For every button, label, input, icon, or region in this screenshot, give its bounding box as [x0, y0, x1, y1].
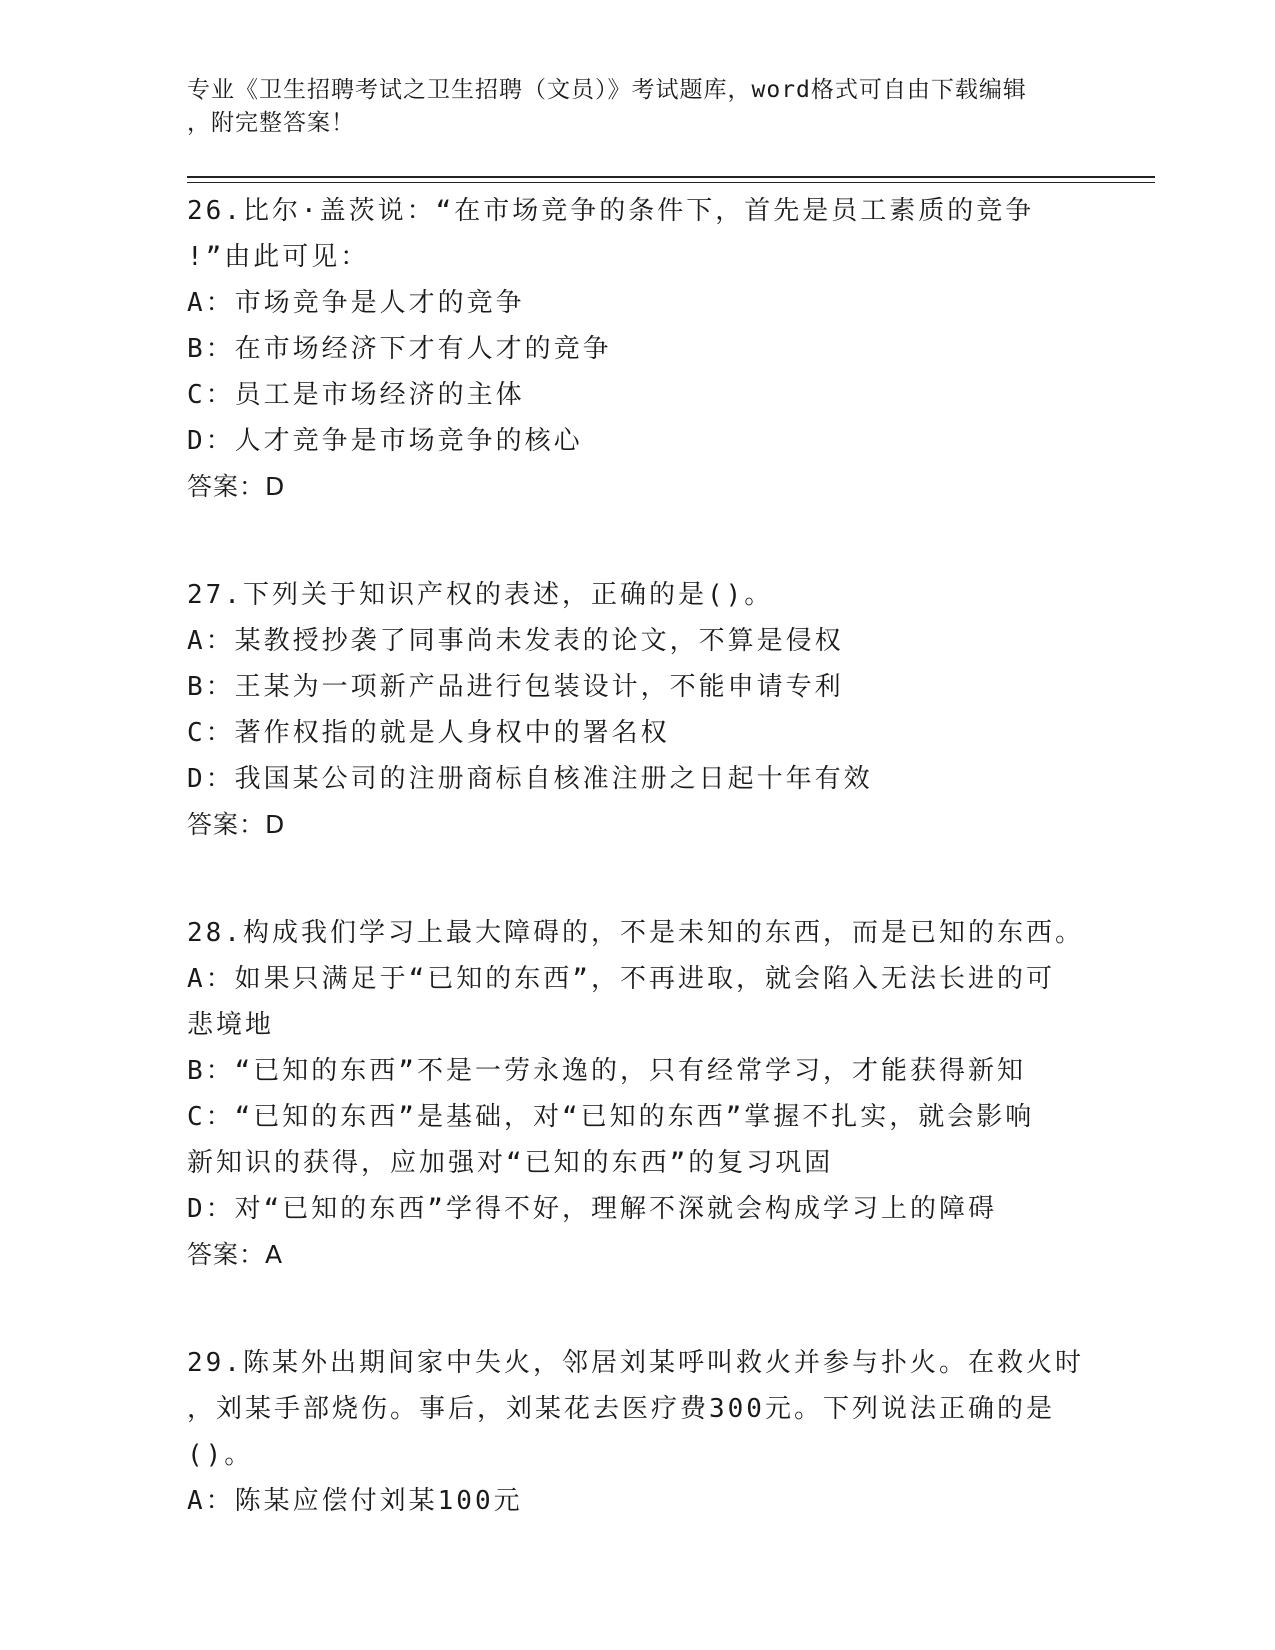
question-stem-line: 28.构成我们学习上最大障碍的，不是未知的东西，而是已知的东西。: [187, 918, 1084, 948]
question-stem-line: 27.下列关于知识产权的表述，正确的是()。: [187, 580, 774, 610]
option-b: B：王某为一项新产品进行包装设计，不能申请专利: [187, 672, 844, 702]
option-c: C：员工是市场经济的主体: [187, 380, 525, 410]
document-header: [187, 74, 1067, 140]
question-stem-line: 29.陈某外出期间家中失火，邻居刘某呼叫救火并参与扑火。在救火时: [187, 1348, 1084, 1378]
option-d: D：人才竞争是市场竞争的核心: [187, 426, 583, 456]
option-a: A：市场竞争是人才的竞争: [187, 288, 525, 318]
option-b: B：“已知的东西”不是一劳永逸的，只有经常学习，才能获得新知: [187, 1056, 1026, 1086]
header-line-1: 专业《卫生招聘考试之卫生招聘（文员）》考试题库，word格式可自由下载编辑: [187, 77, 1027, 103]
question-27: [187, 572, 1067, 848]
option-d: D：对“已知的东西”学得不好，理解不深就会构成学习上的障碍: [187, 1194, 997, 1224]
question-stem-line: !”由此可见：: [187, 242, 370, 272]
option-d: D：我国某公司的注册商标自核准注册之日起十年有效: [187, 764, 873, 794]
option-a: A：如果只满足于“已知的东西”，不再进取，就会陷入无法长进的可: [187, 964, 1055, 994]
option-a: A：某教授抄袭了同事尚未发表的论文，不算是侵权: [187, 626, 844, 656]
question-stem-line: 26.比尔·盖茨说：“在市场竞争的条件下，首先是员工素质的竞争: [187, 196, 1035, 226]
header-divider-thick: [187, 176, 1155, 178]
option-c-continued: 新知识的获得，应加强对“已知的东西”的复习巩固: [187, 1148, 834, 1178]
header-line-2: ，附完整答案！: [187, 110, 355, 136]
answer-line: 答案：D: [187, 472, 286, 501]
question-list: [187, 188, 1084, 1524]
question-gap: [187, 510, 1067, 572]
option-c: C：著作权指的就是人身权中的署名权: [187, 718, 670, 748]
option-a-continued: 悲境地: [187, 1010, 275, 1040]
answer-line: 答案：D: [187, 810, 286, 839]
question-29: [187, 1340, 1084, 1524]
option-c: C：“已知的东西”是基础，对“已知的东西”掌握不扎实，就会影响: [187, 1102, 1035, 1132]
question-stem-line: ()。: [187, 1440, 254, 1470]
header-divider-thin: [187, 182, 1155, 183]
question-26: [187, 188, 1067, 510]
option-b: B：在市场经济下才有人才的竞争: [187, 334, 612, 364]
answer-line: 答案：A: [187, 1240, 284, 1269]
question-stem-line: ，刘某手部烧伤。事后，刘某花去医疗费300元。下列说法正确的是: [187, 1394, 1055, 1424]
question-gap: [187, 848, 1067, 910]
question-28: [187, 910, 1084, 1278]
question-gap: [187, 1278, 1067, 1340]
option-a: A：陈某应偿付刘某100元: [187, 1486, 523, 1516]
